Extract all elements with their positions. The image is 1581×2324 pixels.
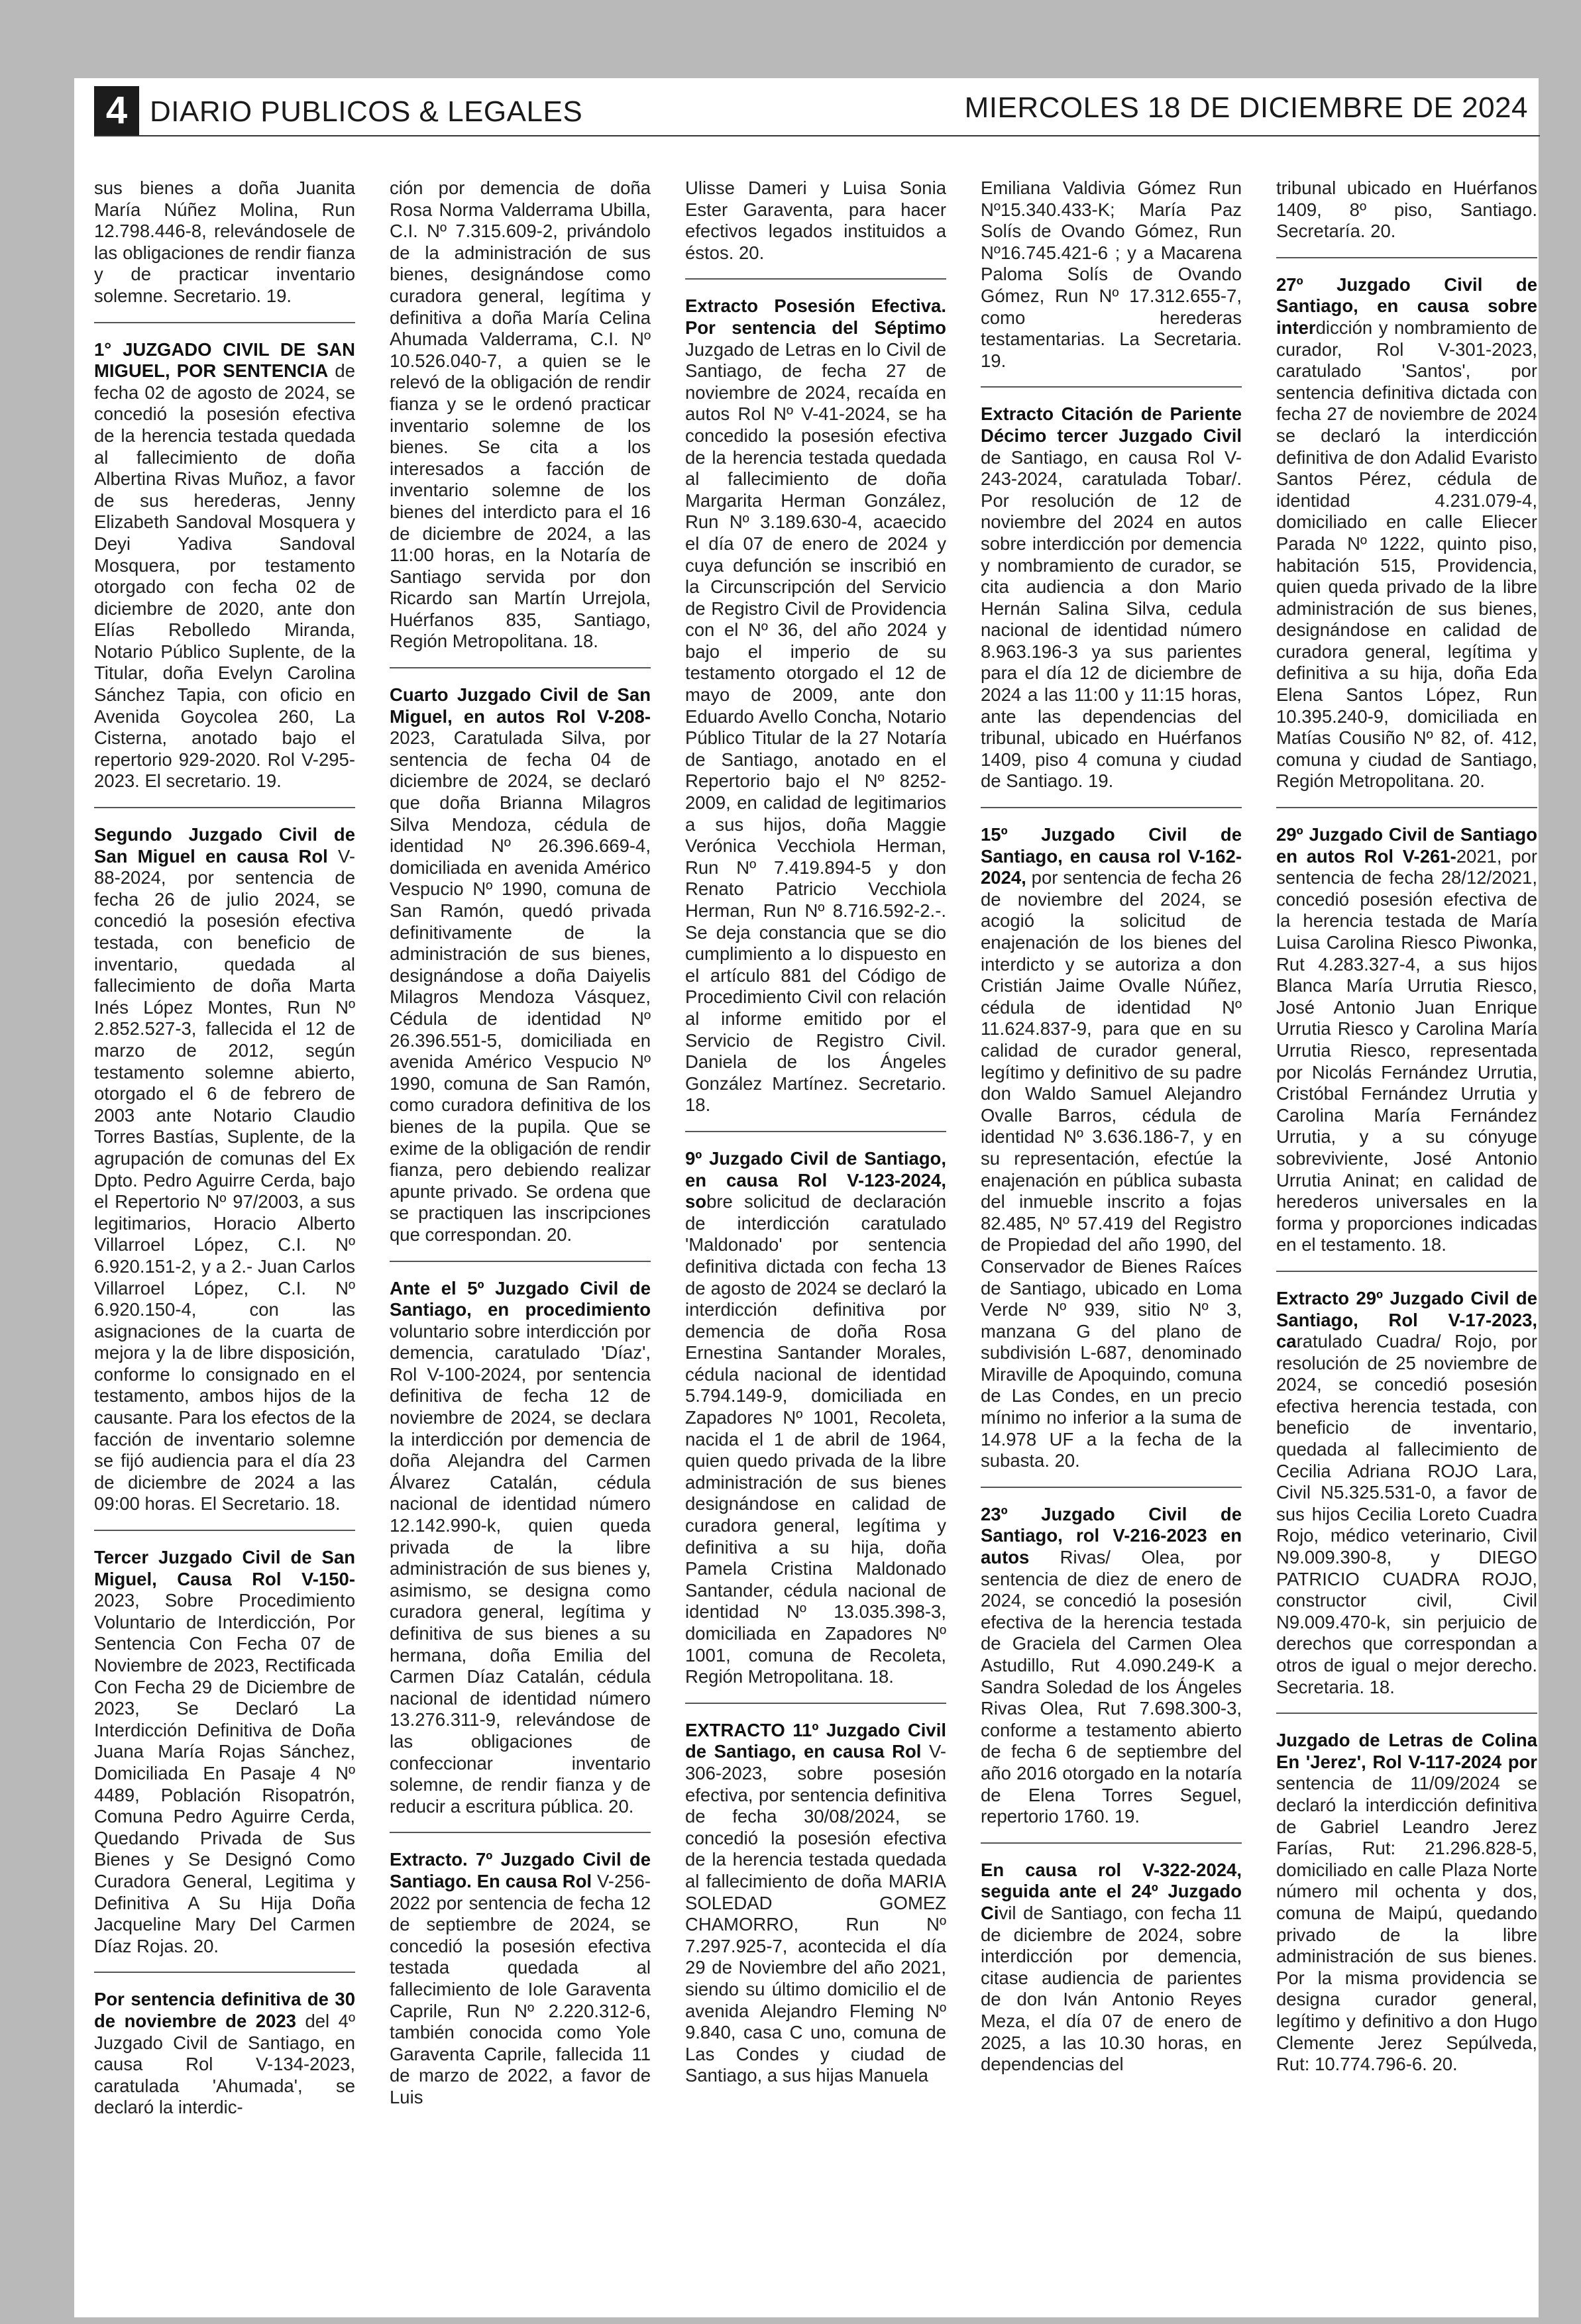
- notice-heading: Extracto 29º Juzgado Civil de Santiago, Rol V-17-2023, ca: [1276, 1287, 1537, 1352]
- legal-notice: [94, 178, 355, 323]
- column-5: [1276, 178, 1537, 2304]
- notice-body: vil de Santiago, con fecha 11 de diciembre de 2024, sobre interdicción por demencia, citase audiencia de parientes de don Iván Antonio Reyes Meza, el día 07 de enero de 2025, a las 10.30 horas, en dependencias del: [981, 1902, 1242, 2075]
- notice-heading: Extracto Citación de Pariente Décimo tercer Juzgado Civil: [981, 403, 1242, 446]
- notice-body: sus bienes a doña Juanita María Núñez Molina, Run 12.798.446-8, relevándosele de las obligaciones de rendir fianza y de practicar inventario solemne. Secretario. 19.: [94, 178, 355, 306]
- notice-body: del 4º Juzgado Civil de Santiago, en causa Rol V-134-2023, caratulada 'Ahumada', se declaró la interdic-: [94, 2010, 355, 2118]
- notice-body: V-306-2023, sobre posesión efectiva, por sentencia definitiva de fecha 30/08/2024, se concedió la posesión efectiva de la herencia testada quedada al fallecimiento de doña MARIA SOLEDAD GOMEZ CHAMORRO, Run Nº 7.297.925-7, acontecida el día 29 de Noviembre del año 2021, siendo su último domicilio el de avenida Alejandro Fleming Nº 9.840, casa C uno, comuna de Las Condes y ciudad de Santiago, a sus hijas Manuela: [685, 1741, 946, 2086]
- notice-heading: Ante el 5º Juzgado Civil de Santiago, en procedimiento: [390, 1277, 651, 1320]
- notice-body: 2021, por sentencia de fecha 28/12/2021, concedió posesión efectiva de la herencia testada de María Luisa Carolina Riesco Piwonka, Rut 4.283.327-4, a sus hijos Blanca María Urrutia Riesco, José Antonio Juan Enrique Urrutia Riesco y Carolina María Urrutia Riesco, representada por Nicolás Fernández Urrutia, Cristóbal Fernández Urrutia y Carolina María Fernández Urrutia, y a su cónyuge sobreviviente, José Antonio Urrutia Aninat; en calidad de herederos universales en la forma y proporciones indicadas en el testamento. 18.: [1276, 845, 1537, 1255]
- notice-body: de Santiago, en causa Rol V-243-2024, caratulada Tobar/. Por resolución de 12 de noviembre del 2024 en autos sobre interdicción por demencia y nombramiento de curador, se cita audiencia a don Mario Hernán Salina Silva, cedula nacional de identidad número 8.963.196-3 ya sus parientes para el día 12 de diciembre de 2024 a las 11:00 y 11:15 horas, ante las dependencias del tribunal, ubicado en Huérfanos 1409, piso 4 comuna y ciudad de Santiago. 19.: [981, 447, 1242, 792]
- notice-body: bre solicitud de declaración de interdicción caratulado 'Maldonado' por sentencia definitiva dictada con fecha 13 de agosto de 2024 se declaró la interdicción definitiva por demencia de doña Rosa Ernestina Santander Morales, cédula nacional de identidad 5.794.149-9, domiciliada en Zapadores Nº 1001, Recoleta, nacida el 1 de abril de 1964, quien quedo privada de la libre administración de sus bienes designándose en calidad de curadora general, legítima y definitiva a su hija, doña Pamela Cristina Maldonado Santander, cédula nacional de identidad Nº 13.035.398-3, domiciliada en Zapadores Nº 1001, comuna de Recoleta, Región Metropolitana. 18.: [685, 1191, 946, 1687]
- legal-notice: [981, 1860, 1242, 2090]
- column-2: [390, 178, 651, 2304]
- notice-body: de fecha 02 de agosto de 2024, se concedió la posesión efectiva de la herencia testada quedada al fallecimiento de doña Albertina Rivas Muñoz, a favor de sus herederas, Jenny Elizabeth Sandoval Mosquera y Deyi Yadiva Sandoval Mosquera, por testamento otorgado con fecha 02 de diciembre de 2020, ante don Elías Rebolledo Miranda, Notario Público Suplente, de la Titular, doña Evelyn Carolina Sánchez Tapia, con oficio en Avenida Goycolea 260, La Cisterna, anotado bajo el repertorio 929-2020. Rol V-295-2023. El secretario. 19.: [94, 360, 355, 792]
- column-3: [685, 178, 946, 2304]
- legal-notice: [94, 1547, 355, 1973]
- notice-heading: Tercer Juzgado Civil de San Miguel, Causa Rol V-150-: [94, 1547, 355, 1589]
- notice-columns: [94, 178, 1539, 2304]
- legal-notice: [390, 684, 651, 1261]
- notice-body: 2023, Caratulada Silva, por sentencia de fecha 04 de diciembre de 2024, se declaró que doña Brianna Milagros Silva Mendoza, cédula de identidad Nº 26.396.669-4, domiciliada en avenida Américo Vespucio Nº 1990, comuna de San Ramón, quedó privada definitivamente de la administración de sus bienes, designándose a doña Daiyelis Milagros Mendoza Vásquez, Cédula de identidad Nº 26.396.551-5, domiciliada en avenida Américo Vespucio Nº 1990, comuna de San Ramón, como curadora definitiva de los bienes de la pupila. Que se exime de la obligación de rendir fianza, pero debiendo realizar apunte privado. Se ordena que se practiquen las inscripciones que correspondan. 20.: [390, 727, 651, 1245]
- publication-title: DIARIO PUBLICOS & LEGALES: [150, 95, 583, 128]
- notice-body: V-88-2024, por sentencia de fecha 26 de julio 2024, se concedió la posesión efectiva testada, con beneficio de inventario, quedada al fallecimiento de doña Marta Inés López Montes, Run Nº 2.852.527-3, fallecida el 12 de marzo de 2012, según testamento solemne abierto, otorgado el 6 de febrero de 2003 ante Notario Claudio Torres Bastías, Suplente, de la agrupación de comunas del Ex Dpto. Pedro Aguirre Cerda, bajo el Repertorio Nº 97/2003, a sus legitimarios, Horacio Alberto Villarroel López, C.I. Nº 6.920.151-2, y a 2.- Juan Carlos Villarroel López, C.I. Nº 6.920.150-4, con las asignaciones de la cuarta de mejora y la de libre disposición, conforme lo consignado en el testamento, ambos hijos de la causante. Para los efectos de la facción de inventario solemne se fijó audiencia para el día 23 de diciembre de 2024 a las 09:00 horas. El Secretario. 18.: [94, 845, 355, 1514]
- legal-notice: [685, 1720, 946, 2101]
- notice-body: Ulisse Dameri y Luisa Sonia Ester Garaventa, para hacer efectivos legados instituidos a éstos. 20.: [685, 178, 946, 263]
- notice-heading: 15º Juzgado Civil de Santiago, en causa rol V-162-2024,: [981, 824, 1242, 888]
- notice-body: dicción y nombramiento de curador, Rol V-301-2023, caratulado 'Santos', por sentencia definitiva dictada con fecha 27 de noviembre de 2024 se declaró la interdicción definitiva de don Adalid Evaristo Santos Pérez, cédula de identidad 4.231.079-4, domiciliado en calle Eliecer Parada Nº 1222, quinto piso, habitación 515, Providencia, quien queda privado de la libre administración de sus bienes, designándose en calidad de curadora general, legítima y definitiva a su hija, doña Eda Elena Santos López, Run 10.395.240-9, domiciliada en Matías Cousiño Nº 82, of. 412, comuna y ciudad de Santiago, Región Metropolitana. 20.: [1276, 317, 1537, 792]
- notice-heading: 9º Juzgado Civil de Santiago, en causa Rol V-123-2024, so: [685, 1147, 946, 1212]
- legal-notice: [981, 403, 1242, 808]
- legal-notice: [390, 1849, 651, 2123]
- legal-notice: [981, 824, 1242, 1488]
- notice-heading: EXTRACTO 11º Juzgado Civil de Santiago, en causa Rol: [685, 1719, 946, 1762]
- notice-heading: Por sentencia definitiva de 30 de noviembre de 2023: [94, 1989, 355, 2031]
- legal-notice: [981, 178, 1242, 388]
- legal-notice: [1276, 824, 1537, 1272]
- notice-heading: Segundo Juzgado Civil de San Miguel en causa Rol: [94, 824, 355, 867]
- notice-body: Juzgado de Letras en lo Civil de Santiago, de fecha 27 de noviembre de 2024, recaída en autos Rol Nº V-41-2024, se ha concedido la posesión efectiva de la herencia testada quedada al fallecimiento de doña Margarita Herman González, Run Nº 3.189.630-4, acaecido el día 07 de enero de 2024 y cuya defunción se inscribió en la Circunscripción del Servicio de Registro Civil de Providencia con el Nº 36, del año 2024 y bajo el imperio de su testamento otorgado el 12 de mayo de 2009, ante don Eduardo Avello Concha, Notario Público Titular de la 27 Notaría de Santiago, anotado en el Repertorio bajo el Nº 8252-2009, en calidad de legitimarios a sus hijos, doña Maggie Verónica Vecchiola Herman, Run Nº 7.419.894-5 y don Renato Patricio Vecchiola Herman, Run Nº 8.716.592-2.-. Se deja constancia que se dio cumplimiento a lo dispuesto en el artículo 881 del Código de Procedimiento Civil con relación al informe emitido por el Servicio de Registro Civil. Daniela de los Ángeles González Martínez. Secretario. 18.: [685, 339, 946, 1116]
- notice-body: Emiliana Valdivia Gómez Run Nº15.340.433-K; María Paz Solís de Ovando Gómez, Run Nº16.745.421-6 ; y a Macarena Paloma Solís de Ovando Gómez, Run Nº 17.312.655-7, como herederas testamentarias. La Secretaria. 19.: [981, 178, 1242, 371]
- legal-notice: [685, 1148, 946, 1704]
- notice-body: por sentencia de fecha 26 de noviembre del 2024, se acogió la solicitud de enajenación de los bienes del interdicto y se autoriza a don Cristián Jaime Ovalle Núñez, cédula de identidad Nº 11.624.837-9, para que en su calidad de curador general, legítimo y definitivo de su padre don Waldo Samuel Alejandro Ovalle Barros, cédula de identidad Nº 3.636.186-7, y en su representación, efectúe la enajenación en pública subasta del inmueble inscrito a fojas 82.485, Nº 57.419 del Registro de Propiedad del año 1990, del Conservador de Bienes Raíces de Santiago, ubicado en Loma Verde Nº 939, sitio Nº 3, manzana G del plano de subdivisión L-687, denominado Miraville de Apoquindo, comuna de Las Condes, en un precio mínimo no inferior a la suma de 14.978 UF a la fecha de la subasta. 20.: [981, 867, 1242, 1471]
- legal-notice: [94, 339, 355, 808]
- notice-body: voluntario sobre interdicción por demencia, caratulado 'Díaz', Rol V-100-2024, por sentencia definitiva de fecha 12 de noviembre de 2024, se declara la interdicción por demencia de doña Alejandra del Carmen Álvarez Catalán, cédula nacional de identidad número 12.142.990-k, quien queda privada de la libre administración de sus bienes y, asimismo, se designa como curadora general, legítima y definitiva de sus bienes a su hermana, doña Emilia del Carmen Díaz Catalán, cédula nacional de identidad número 13.276.311-9, relevándose de las obligaciones de confeccionar inventario solemne, de rendir fianza y de reducir a escritura pública. 20.: [390, 1320, 651, 1817]
- notice-heading: En causa rol V-322-2024, seguida ante el 24º Juzgado Ci: [981, 1859, 1242, 1923]
- notice-heading: 1° JUZGADO CIVIL DE SAN MIGUEL, POR SENTENCIA: [94, 339, 355, 382]
- legal-notice: [1276, 1730, 1537, 2090]
- notice-heading: 27º Juzgado Civil de Santiago, en causa sobre inter: [1276, 274, 1537, 338]
- legal-notice: [1276, 274, 1537, 808]
- notice-heading: 23º Juzgado Civil de Santiago, rol V-216-2023 en autos: [981, 1503, 1242, 1568]
- notice-body: tribunal ubicado en Huérfanos 1409, 8º piso, Santiago. Secretaría. 20.: [1276, 178, 1537, 242]
- notice-heading: 29º Juzgado Civil de Santiago en autos Rol V-261-: [1276, 824, 1537, 867]
- notice-body: ción por demencia de doña Rosa Norma Valderrama Ubilla, C.I. Nº 7.315.609-2, privándolo de la administración de sus bienes, designándose como curadora general, legítima y definitiva a doña María Celina Ahumada Valderrama, C.I. Nº 10.526.040-7, a quien se le relevó de la obligación de rendir fianza y se le ordenó practicar inventario solemne de los bienes. Se cita a los interesados a facción de inventario solemne de los bienes del interdicto para el 16 de diciembre de 2024, a las 11:00 horas, en la Notaría de Santiago servida por don Ricardo san Martín Urrejola, Huérfanos 835, Santiago, Región Metropolitana. 18.: [390, 178, 651, 652]
- notice-heading: Juzgado de Letras de Colina En 'Jerez', Rol V-117-2024 por: [1276, 1730, 1537, 1772]
- notice-body: sentencia de 11/09/2024 se declaró la interdicción definitiva de Gabriel Leandro Jerez Farías, Rut: 21.296.828-5, domiciliado en calle Plaza Norte número mil ochenta y dos, comuna de Maipú, quedando privado de la libre administración de sus bienes. Por la misma providencia se designa curador general, legítimo y definitivo a don Hugo Clemente Jerez Sepúlveda, Rut: 10.774.796-6. 20.: [1276, 1773, 1537, 2075]
- issue-date: MIERCOLES 18 DE DICIEMBRE DE 2024: [964, 91, 1528, 124]
- legal-notice: [685, 178, 946, 280]
- legal-notice: [94, 1989, 355, 2133]
- column-4: [981, 178, 1242, 2304]
- column-1: [94, 178, 355, 2304]
- notice-heading: Cuarto Juzgado Civil de San Miguel, en autos Rol V-208-: [390, 684, 651, 727]
- page-header: [94, 86, 1540, 136]
- notice-body: 2023, Sobre Procedimiento Voluntario de Interdicción, Por Sentencia Con Fecha 07 de Noviembre de 2023, Rectificada Con Fecha 29 de Diciembre de 2023, Se Declaró La Interdicción Definitiva de Doña Juana María Rojas Sánchez, Domiciliada En Pasaje 4 Nº 4489, Población Risopatrón, Comuna Pedro Aguirre Cerda, Quedando Privada de Sus Bienes y Se Designó Como Curadora General, Legitima y Definitiva A Su Hija Doña Jacqueline Mary Del Carmen Díaz Rojas. 20.: [94, 1590, 355, 1956]
- notice-body: Rivas/ Olea, por sentencia de diez de enero de 2024, se concedió la posesión efectiva de la herencia testada de Graciela del Carmen Olea Astudillo, Rut 4.090.249-K a Sandra Soledad de los Ángeles Rivas Olea, Rut 7.698.300-3, conforme a testamento abierto de fecha 6 de septiembre del año 2016 otorgado en la notaría de Elena Torres Seguel, repertorio 1760. 19.: [981, 1547, 1242, 1827]
- legal-notice: [981, 1504, 1242, 1844]
- notice-heading: Extracto. 7º Juzgado Civil de Santiago. En causa Rol: [390, 1849, 651, 1891]
- newspaper-page: [74, 78, 1539, 2317]
- legal-notice: [94, 824, 355, 1531]
- legal-notice: [1276, 1288, 1537, 1714]
- notice-body: ratulado Cuadra/ Rojo, por resolución de 25 noviembre de 2024, se concedió posesión efectiva herencia testada, con beneficio de inventario, quedada al fallecimiento de Cecilia Adriana ROJO Lara, Civil N5.325.531-0, a favor de sus hijos Cecilia Loreto Cuadra Rojo, médico veterinario, Civil N9.009.390-8, y DIEGO PATRICIO CUADRA ROJO, constructor civil, Civil N9.009.470-k, sin perjuicio de derechos que correspondan a otros de igual o mejor derecho. Secretaria. 18.: [1276, 1331, 1537, 1697]
- legal-notice: [390, 178, 651, 668]
- legal-notice: [1276, 178, 1537, 258]
- page-number: 4: [94, 86, 139, 135]
- legal-notice: [685, 295, 946, 1132]
- notice-body: V-256-2022 por sentencia de fecha 12 de septiembre de 2024, se concedió la posesión efectiva testada quedada al fallecimiento de Iole Garaventa Caprile, Run Nº 2.220.312-6, también conocida como Yole Garaventa Caprile, fallecida 11 de marzo de 2022, a favor de Luis: [390, 1870, 651, 2107]
- notice-heading: Extracto Posesión Efectiva. Por sentencia del Séptimo: [685, 295, 946, 338]
- legal-notice: [390, 1278, 651, 1834]
